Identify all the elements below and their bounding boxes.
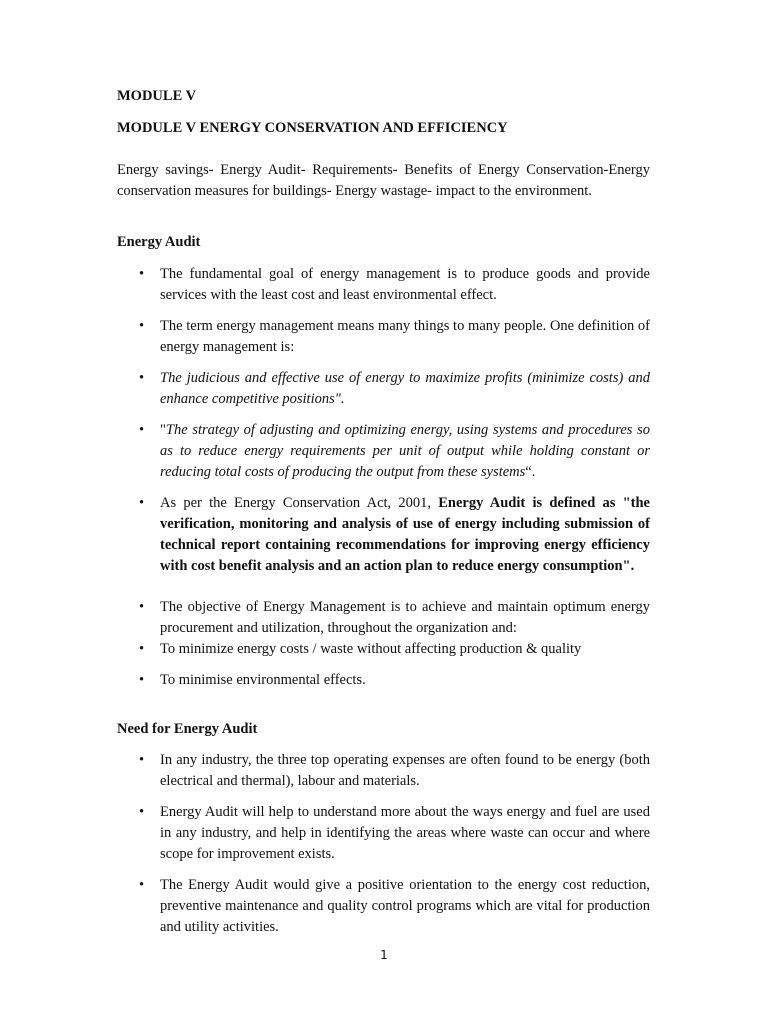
list-item-text: As per the Energy Conservation Act, 2001,: [160, 495, 439, 511]
bullet-icon: •: [139, 877, 145, 893]
list-item-text: The objective of Energy Management is to achieve and maintain optimum energy procurement and utilization, throughout the organization and:: [160, 599, 650, 636]
bullet-icon: •: [139, 318, 145, 334]
bullet-icon: •: [139, 495, 145, 511]
intro-paragraph: Energy savings- Energy Audit- Requirements- Benefits of Energy Conservation-Energy conservation measures for buildings- Energy wastage- impact to the environment.: [117, 162, 650, 199]
list-item: [0, 802, 650, 865]
bullet-icon: •: [139, 672, 145, 688]
bullet-icon: •: [139, 804, 145, 820]
bullet-icon: •: [139, 370, 145, 386]
list-item: [0, 264, 650, 306]
bullet-icon: •: [139, 752, 145, 768]
list-item-text: The strategy of adjusting and optimizing energy, using systems and procedures so as to reduce energy requirements per unit of output while holding constant or reducing total costs of producing the output from these systems: [160, 422, 650, 480]
section-heading-need-for-energy-audit: Need for Energy Audit: [117, 721, 258, 737]
bullet-icon: •: [139, 599, 145, 615]
bullet-icon: •: [139, 266, 145, 282]
list-item-text: To minimize energy costs / waste without affecting production & quality: [160, 641, 582, 657]
list-item: [0, 875, 650, 938]
list-item-text: In any industry, the three top operating expenses are often found to be energy (both electrical and thermal), labour and materials.: [160, 752, 650, 789]
list-item: [0, 750, 650, 792]
module-subtitle: MODULE V ENERGY CONSERVATION AND EFFICIENCY: [117, 120, 508, 136]
list-item: [0, 639, 650, 660]
need-for-audit-list: [0, 750, 650, 938]
list-item-text: The Energy Audit would give a positive orientation to the energy cost reduction, preventive maintenance and quality control programs which are vital for production and utility activities.: [160, 877, 650, 935]
list-item: [0, 316, 650, 358]
list-item: [0, 597, 650, 639]
list-item: [0, 493, 650, 577]
quote-open: ": [160, 422, 166, 438]
list-item: [0, 368, 650, 410]
section-heading-energy-audit: Energy Audit: [117, 234, 201, 250]
list-item-text: The term energy management means many things to many people. One definition of energy management is:: [160, 318, 650, 355]
energy-audit-list: [0, 264, 650, 691]
quote-close: “.: [525, 464, 536, 480]
list-item-text: Energy Audit will help to understand more about the ways energy and fuel are used in any industry, and help in identifying the areas where waste can occur and where scope for improvement exists.: [160, 804, 650, 862]
list-item-text: To minimise environmental effects.: [160, 672, 366, 688]
bullet-icon: •: [139, 641, 145, 657]
list-item-text: The fundamental goal of energy management is to produce goods and provide services with the least cost and least environmental effect.: [160, 266, 650, 303]
definition-text: Energy Audit is defined as "the verification, monitoring and analysis of use of energy including submission of technical report containing recommendations for improving energy efficiency with cost benefit analysis and an action plan to reduce energy consumption".: [160, 495, 650, 574]
module-title: MODULE V: [117, 88, 197, 104]
page-number: 1: [380, 948, 388, 962]
bullet-icon: •: [139, 422, 145, 438]
list-item: [0, 670, 650, 691]
list-item-text: The judicious and effective use of energy to maximize profits (minimize costs) and enhance competitive positions".: [160, 370, 650, 407]
list-item: [0, 420, 650, 483]
